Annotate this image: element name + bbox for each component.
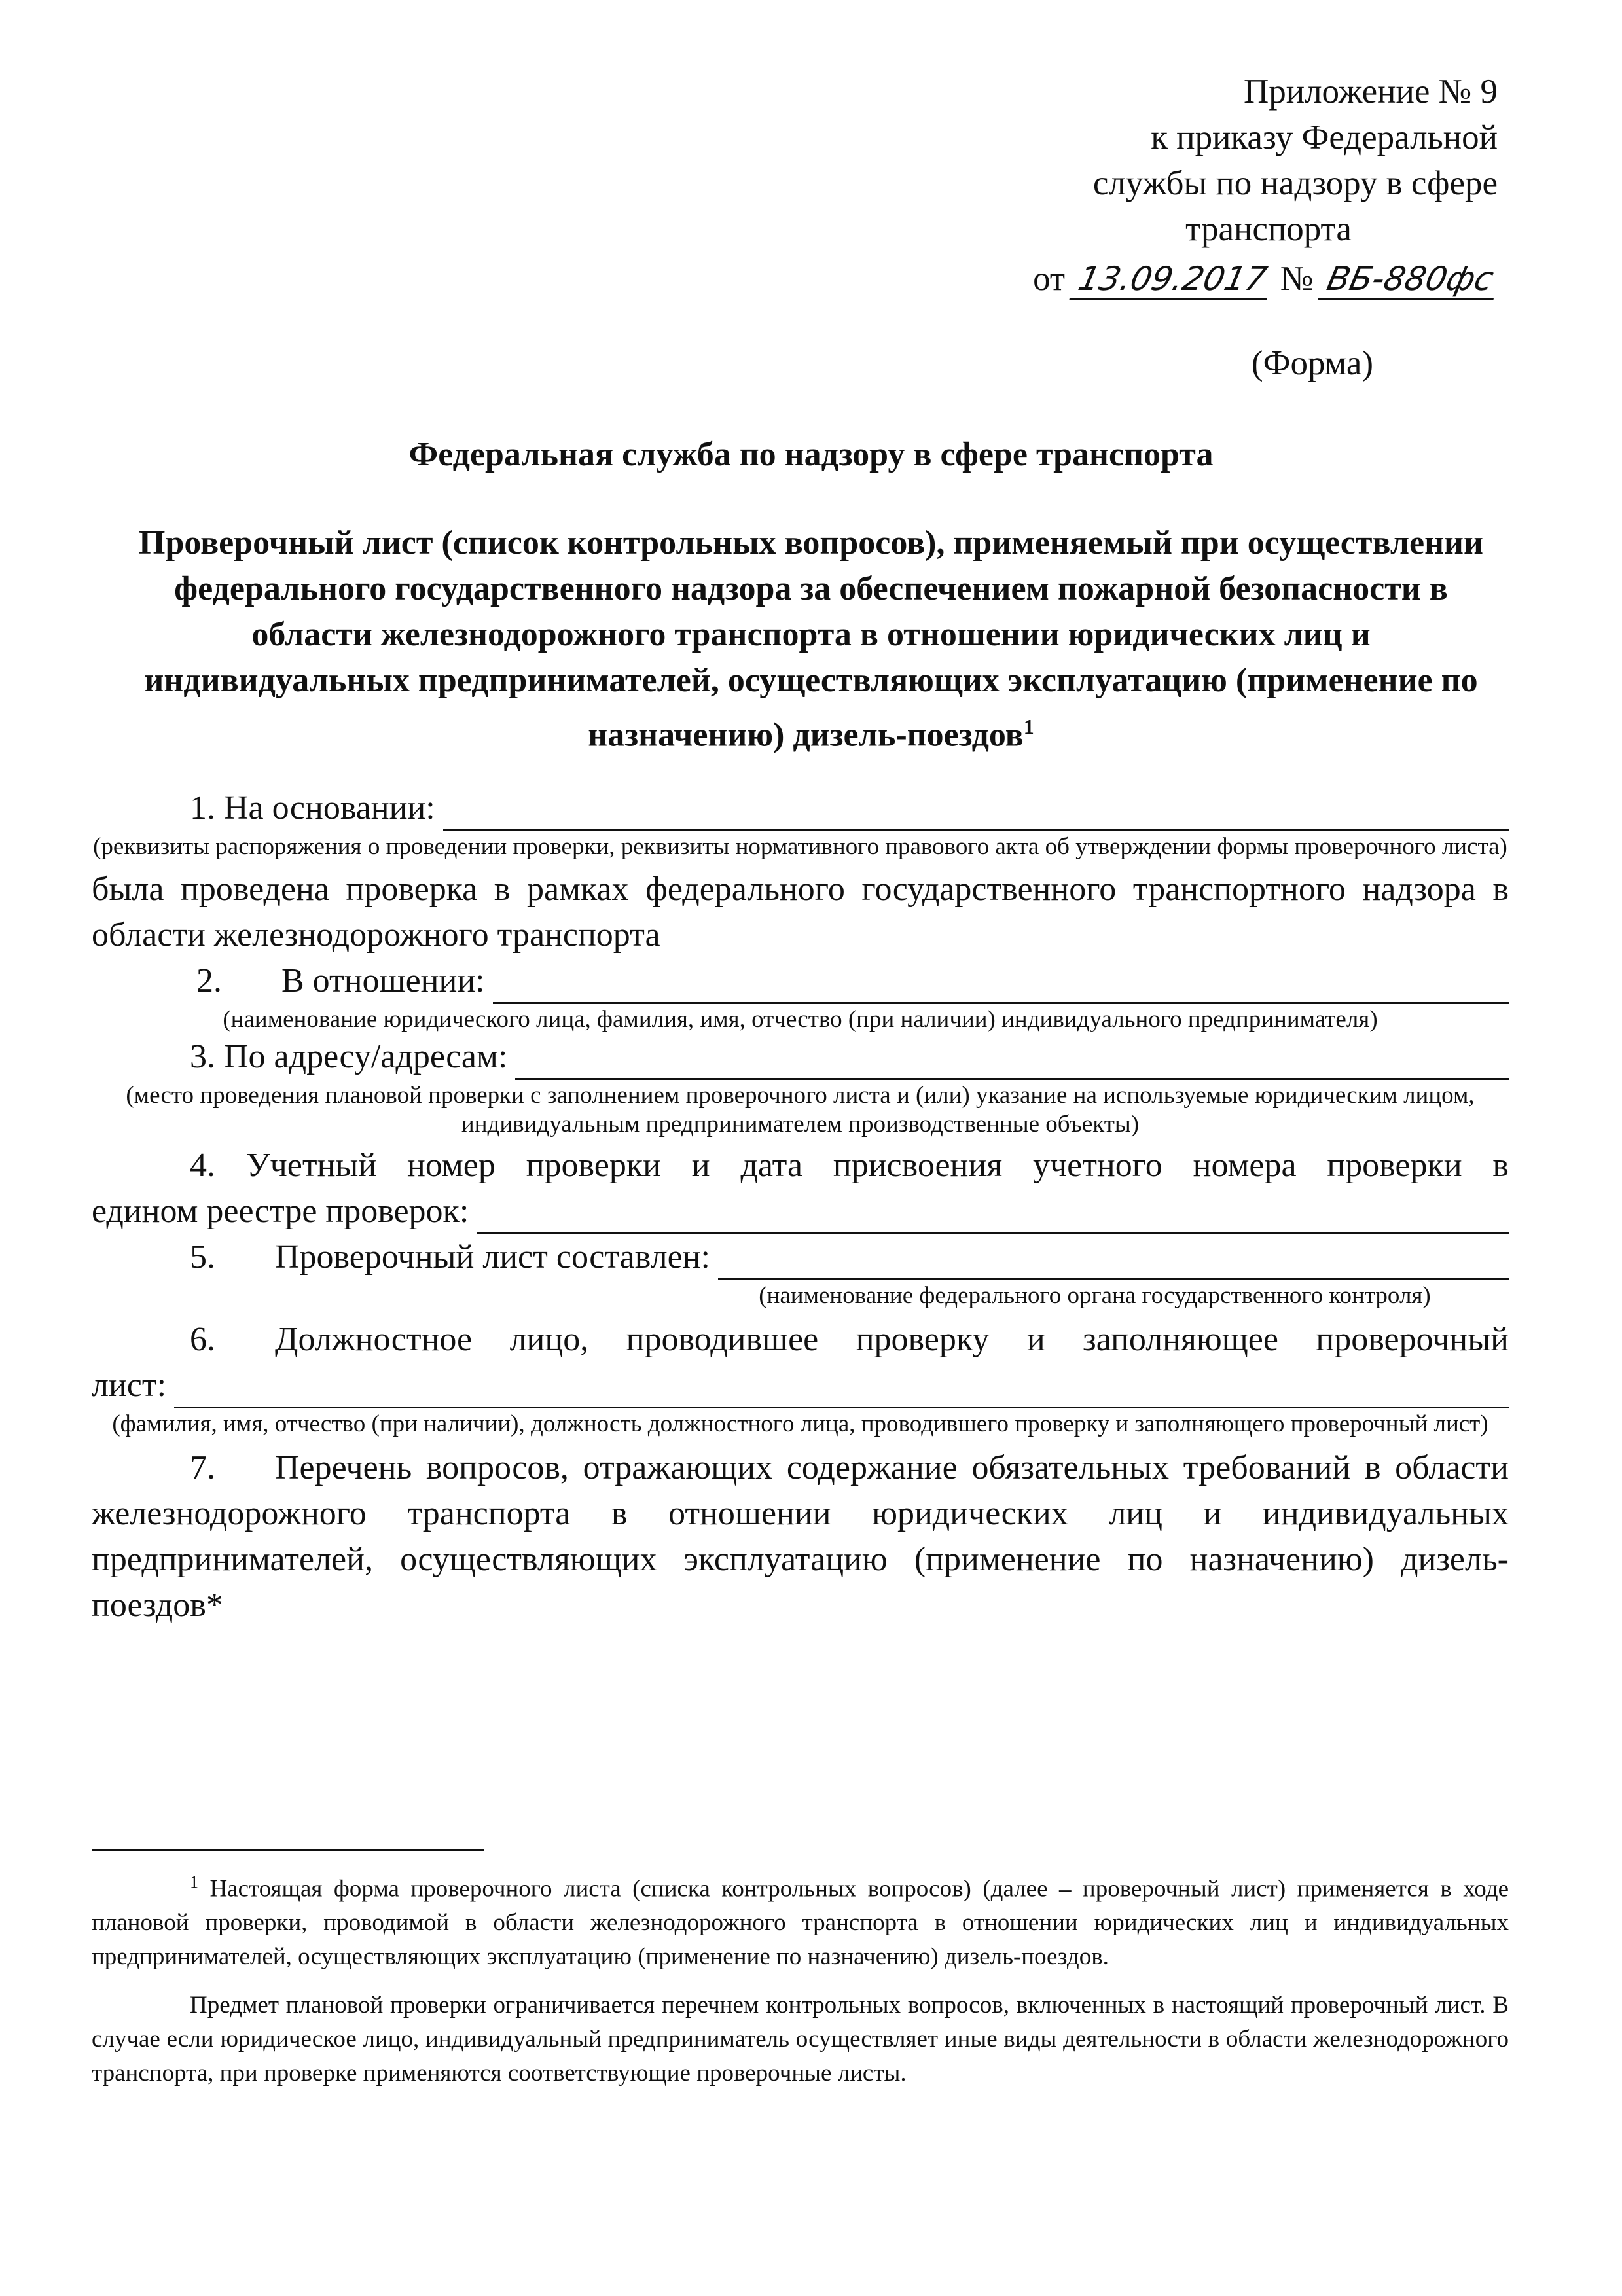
item-6-text: Должностное лицо, проводившее проверку и заполняющее проверочный bbox=[275, 1321, 1509, 1358]
number-prefix: № bbox=[1280, 260, 1314, 298]
item-3-number: 3. bbox=[190, 1038, 215, 1075]
item-1-blank-field[interactable] bbox=[443, 797, 1509, 831]
item-6-caption: (фамилия, имя, отчество (при наличии), должность должностного лица, проводившего проверку и заполняющего проверочный лист) bbox=[112, 1410, 1488, 1437]
item-6-number: 6. bbox=[190, 1321, 215, 1358]
item-6-label: лист: bbox=[92, 1367, 167, 1404]
item-2-caption: (наименование юридического лица, фамилия, имя, отчество (при наличии) индивидуального предпринимателя) bbox=[223, 1006, 1378, 1033]
item-1-text: была проведена проверка в рамках федерального государственного транспортного надзора в области железнодорожного транспорта bbox=[92, 870, 1509, 954]
item-6-text-row bbox=[92, 1317, 1509, 1363]
item-5-row bbox=[92, 1234, 1509, 1280]
item-2-number: 2. bbox=[196, 962, 222, 999]
footnote-1-text: Настоящая форма проверочного листа (списка контрольных вопросов) (далее – проверочный лист) применяется в ходе плановой проверки, проводимой в области железнодорожного транспорта в отношении юридических лиц и индивидуальных предпринимателей, осуществляющих эксплуатацию (применение по назначению) дизель-поездов. bbox=[92, 1875, 1509, 1971]
item-5-caption: (наименование федерального органа государственного контроля) bbox=[759, 1282, 1431, 1309]
appendix-service-line: службы по надзору в сфере bbox=[1092, 164, 1498, 202]
item-1-number: 1. bbox=[190, 789, 215, 827]
item-2-label: В отношении: bbox=[281, 962, 485, 999]
item-3-label: По адресу/адресам: bbox=[224, 1038, 508, 1075]
footnote-1 bbox=[92, 1865, 1509, 1974]
appendix-transport-line: транспорта bbox=[1185, 210, 1352, 248]
footnote-separator bbox=[92, 1849, 484, 1851]
item-2-blank-field[interactable] bbox=[493, 969, 1509, 1004]
document-title-text: Проверочный лист (список контрольных вопросов), применяемый при осуществлении федерального государственного надзора за обеспечением пожарной безопасности в области железнодорожного транспорта в отношении юридических лиц и индивидуальных предпринимателей, осуществляющих эксплуатацию (применение по назначению) дизель-поездов bbox=[139, 524, 1483, 754]
appendix-title: Приложение № 9 bbox=[1243, 73, 1498, 111]
document-title bbox=[118, 520, 1504, 758]
form-label: (Форма) bbox=[1251, 344, 1373, 382]
item-1-caption: (реквизиты распоряжения о проведении проверки, реквизиты нормативного правового акта об утверждении формы проверочного листа) bbox=[93, 833, 1507, 860]
item-3-row bbox=[92, 1034, 1509, 1080]
date-prefix: от bbox=[1033, 260, 1066, 298]
item-4-row bbox=[92, 1189, 1509, 1234]
item-5-number: 5. bbox=[190, 1238, 215, 1276]
appendix-header bbox=[909, 69, 1498, 302]
form-body bbox=[92, 785, 1509, 1628]
item-5-label: Проверочный лист составлен: bbox=[275, 1238, 710, 1276]
item-1-row bbox=[92, 785, 1509, 831]
item-3-caption: (место проведения плановой проверки с заполнением проверочного листа и (или) указание на используемые юридическим лицом, индивидуальным предпринимателем производственные объекты) bbox=[126, 1082, 1475, 1138]
appendix-order-line: к приказу Федеральной bbox=[1151, 118, 1498, 156]
organization-heading: Федеральная служба по надзору в сфере транспорта bbox=[408, 436, 1214, 473]
item-7-paragraph bbox=[92, 1445, 1509, 1628]
footnote-1-mark: 1 bbox=[190, 1873, 198, 1892]
item-4-blank-field[interactable] bbox=[477, 1200, 1509, 1234]
item-4-label: едином реестре проверок: bbox=[92, 1193, 469, 1230]
item-7-text: Перечень вопросов, отражающих содержание обязательных требований в области железнодорожного транспорта в отношении юридических лиц и индивидуальных предпринимателей, осуществляющих эксплуатацию (применение по назначению) дизель-поездов* bbox=[92, 1449, 1509, 1624]
title-footnote-mark: 1 bbox=[1023, 715, 1034, 738]
item-5-blank-field[interactable] bbox=[718, 1246, 1509, 1280]
item-3-blank-field[interactable] bbox=[515, 1045, 1509, 1080]
item-4-text: 4. Учетный номер проверки и дата присвоения учетного номера проверки в bbox=[190, 1147, 1509, 1184]
item-1-label: На основании: bbox=[224, 789, 435, 827]
handwritten-date: 13.09.2017 bbox=[1070, 260, 1276, 300]
item-6-row bbox=[92, 1363, 1509, 1408]
item-6-blank-field[interactable] bbox=[174, 1374, 1509, 1408]
order-date-row bbox=[909, 256, 1498, 302]
footnote-2: Предмет плановой проверки ограничивается перечнем контрольных вопросов, включенных в настоящий проверочный лист. В случае если юридическое лицо, индивидуальный предприниматель осуществляет иные виды деятельности в области железнодорожного транспорта, при проверке применяются соответствующие проверочные листы. bbox=[92, 1992, 1509, 2087]
handwritten-number: ВБ-880фс bbox=[1318, 260, 1502, 300]
item-7-number: 7. bbox=[190, 1449, 215, 1486]
footnotes bbox=[92, 1865, 1509, 2105]
item-2-row bbox=[92, 958, 1509, 1004]
